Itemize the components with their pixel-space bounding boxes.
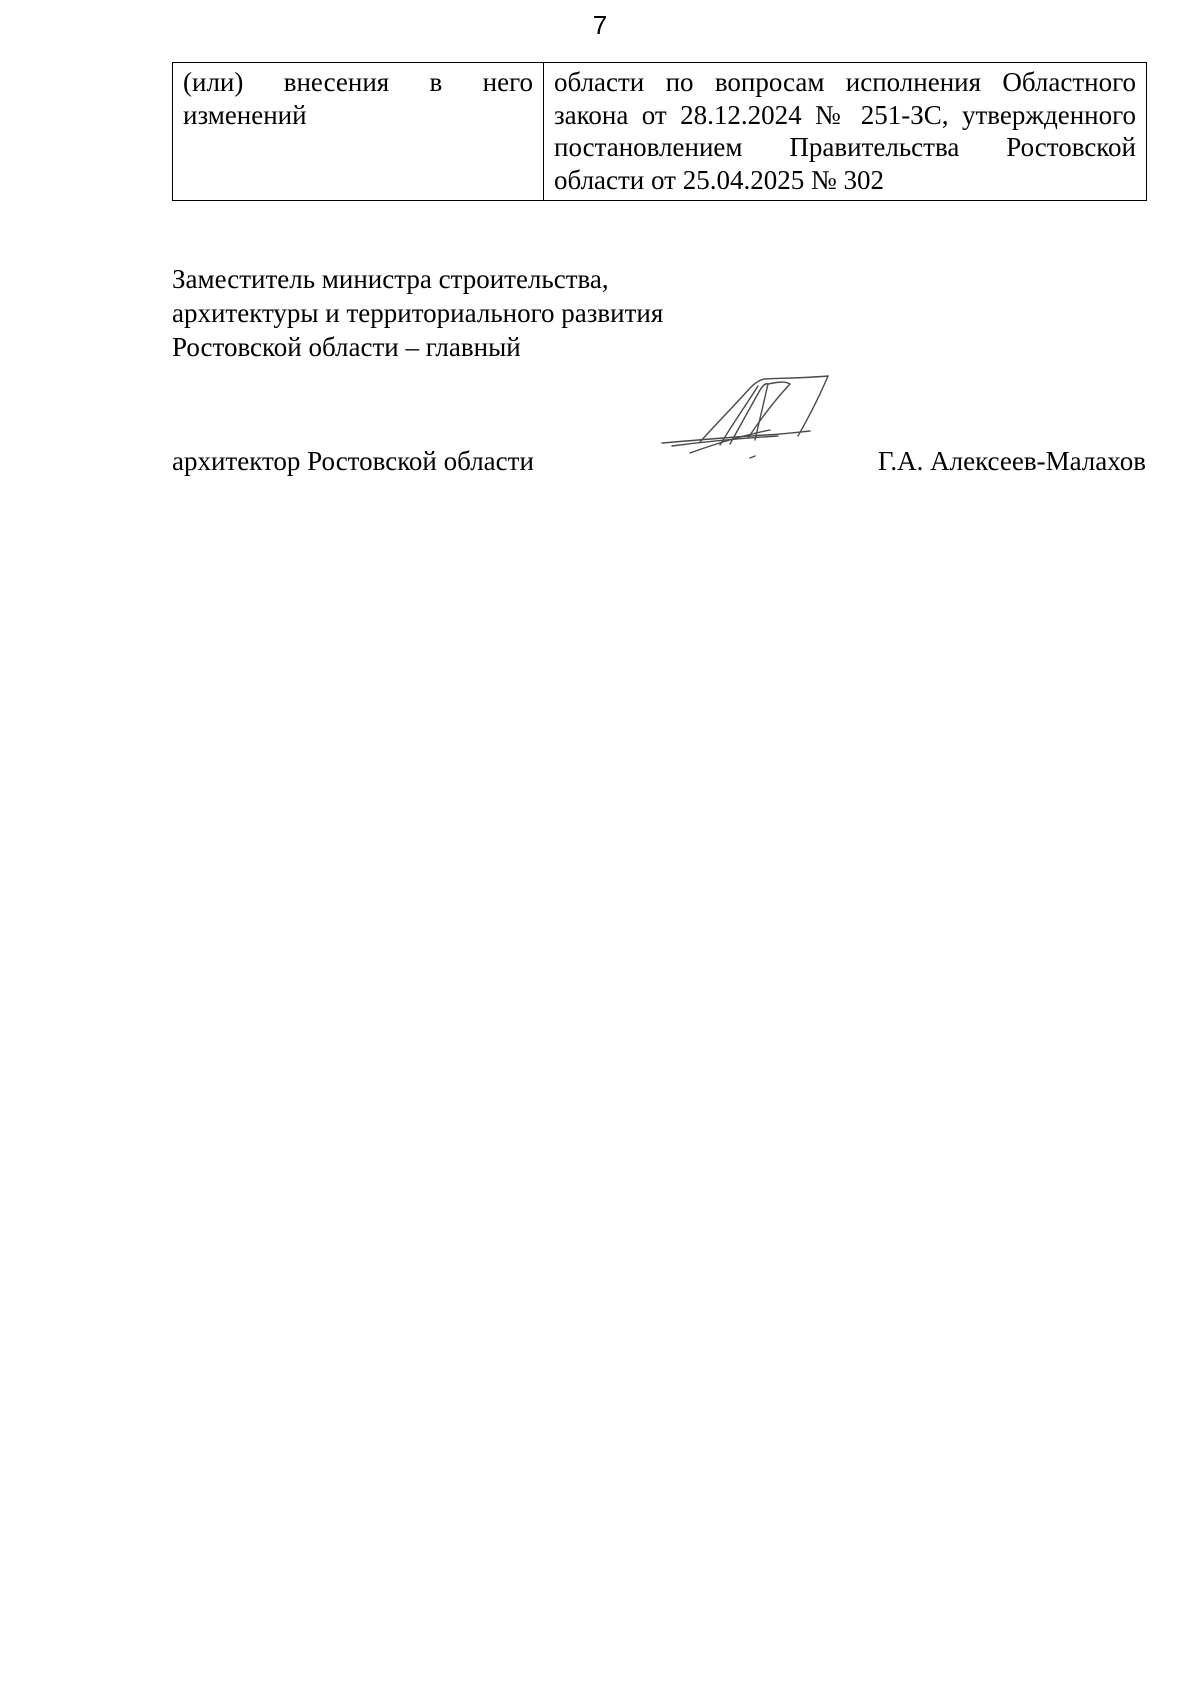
signatory-position <box>172 262 663 364</box>
document-table <box>172 62 1147 201</box>
page-number: 7 <box>592 10 608 40</box>
cell-left-line-1: (или) внесения в него <box>183 67 533 97</box>
signatory-name: Г.А. Алексеев-Малахов <box>877 446 1146 476</box>
table-row <box>173 63 1147 201</box>
position-line-4: архитектор Ростовской области <box>172 446 534 476</box>
handwritten-signature <box>660 370 850 460</box>
position-line-2: архитектуры и территориального развития <box>172 298 664 328</box>
position-line-1: Заместитель министра строительства, <box>172 264 609 294</box>
table-cell-right: области по вопросам исполнения Областного закона от 28.12.2024 № 251-ЗС, утвержденного постановлением Правительства Ростовской области от 25.04.2025 № 302 <box>544 63 1147 201</box>
cell-left-line-2: изменений <box>183 99 307 130</box>
table-cell-left <box>173 63 544 201</box>
position-line-3: Ростовской области – главный <box>172 332 521 362</box>
